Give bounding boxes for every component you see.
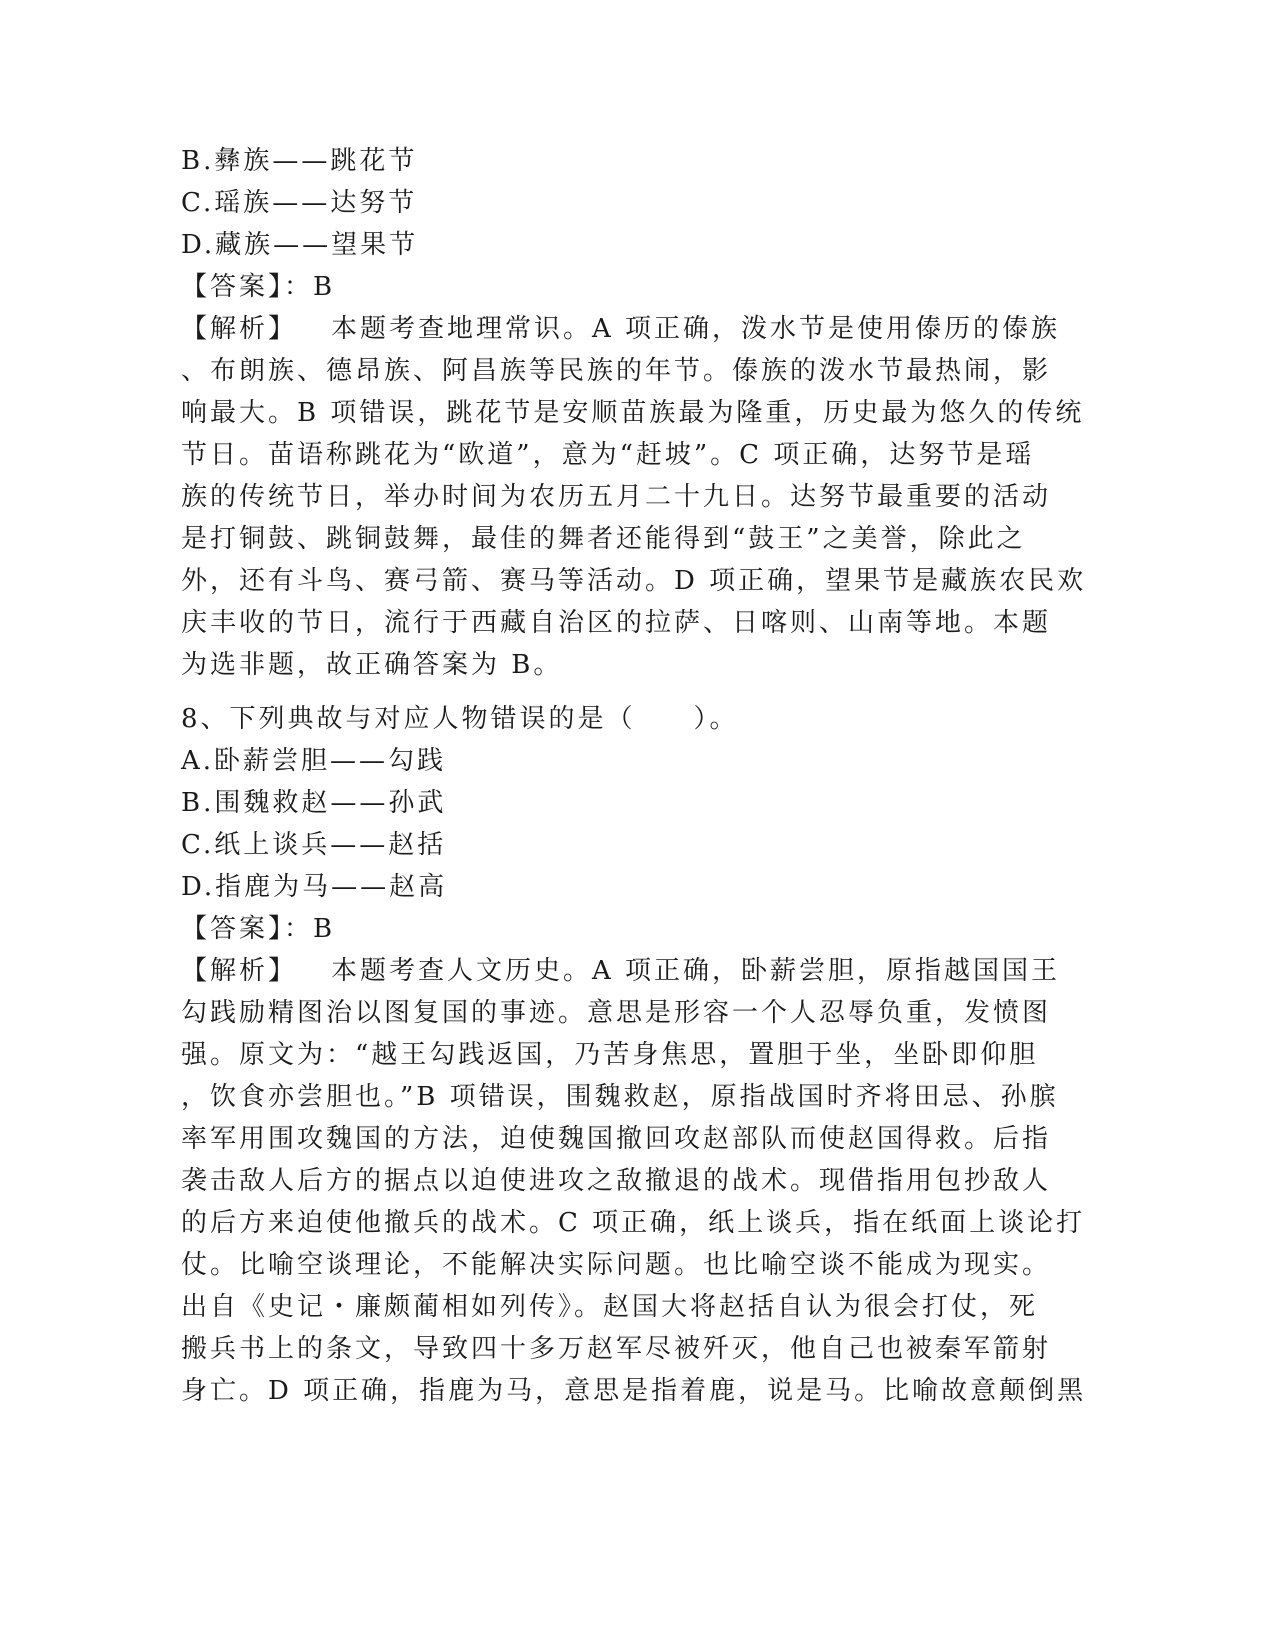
q8-analysis-line — [181, 950, 1081, 992]
q8-answer: 【答案】：B — [181, 914, 336, 944]
q7-analysis-line: 是打铜鼓、跳铜鼓舞，最佳的舞者还能得到“鼓王”之美誉，除此之 — [181, 524, 1026, 554]
q8-analysis-line: 的后方来迫使他撤兵的战术。C 项正确，纸上谈兵，指在纸面上谈论打 — [181, 1208, 1086, 1238]
q8-question: 8、下列典故与对应人物错误的是（ ）。 — [181, 704, 739, 734]
q7-answer: 【答案】：B — [181, 272, 336, 302]
q7-analysis-label: 【解析】 — [181, 314, 298, 344]
q8-analysis-line: 出自《史记・廉颇蔺相如列传》。赵国大将赵括自认为很会打仗，死 — [181, 1292, 1039, 1322]
q8-analysis-line: 仗。比喻空谈理论，不能解决实际问题。也比喻空谈不能成为现实。 — [181, 1250, 1052, 1280]
q7-analysis-line: 响最大。B 项错误，跳花节是安顺苗族最为隆重，历史最为悠久的传统 — [181, 398, 1085, 428]
q7-analysis-line: 为选非题，故正确答案为 B。 — [181, 650, 563, 680]
q7-option-c: C.瑶族——达努节 — [181, 188, 418, 218]
q7-analysis-line: 外，还有斗鸟、赛弓箭、赛马等活动。D 项正确，望果节是藏族农民欢 — [181, 566, 1087, 596]
q7-option-d: D.藏族——望果节 — [181, 230, 419, 260]
q8-analysis-line: 率军用围攻魏国的方法，迫使魏国撤回攻赵部队而使赵国得救。后指 — [181, 1124, 1052, 1154]
q8-analysis-line: 搬兵书上的条文，导致四十多万赵军尽被歼灭，他自己也被秦军箭射 — [181, 1334, 1052, 1364]
q8-option-a: A.卧薪尝胆——勾践 — [181, 746, 447, 776]
q8-analysis-label: 【解析】 — [181, 956, 298, 986]
q8-analysis-line: 强。原文为：“越王勾践返国，乃苦身焦思，置胆于坐，坐卧即仰胆 — [181, 1040, 1039, 1070]
q8-analysis-line: 勾践励精图治以图复国的事迹。意思是形容一个人忍辱负重，发愤图 — [181, 998, 1052, 1028]
q7-analysis-line: 庆丰收的节日，流行于西藏自治区的拉萨、日喀则、山南等地。本题 — [181, 608, 1052, 638]
q8-analysis-line: ，饮食亦尝胆也。”B 项错误，围魏救赵，原指战国时齐将田忌、孙膑 — [181, 1082, 1059, 1112]
q7-analysis-line: 节日。苗语称跳花为“欧道”，意为“赶坡”。C 项正确，达努节是瑶 — [181, 440, 1035, 470]
q8-analysis-line: 袭击敌人后方的据点以迫使进攻之敌撤退的战术。现借指用包抄敌人 — [181, 1166, 1052, 1196]
q8-analysis-line: 身亡。D 项正确，指鹿为马，意思是指着鹿，说是马。比喻故意颠倒黑 — [181, 1376, 1087, 1406]
q8-option-d: D.指鹿为马——赵高 — [181, 872, 448, 902]
q7-analysis-line: 族的传统节日，举办时间为农历五月二十九日。达努节最重要的活动 — [181, 482, 1052, 512]
q7-option-b: B.彝族——跳花节 — [181, 146, 418, 176]
q7-analysis-line: 、布朗族、德昂族、阿昌族等民族的年节。傣族的泼水节最热闹，影 — [181, 356, 1052, 386]
q7-analysis-line — [181, 308, 1081, 350]
q8-option-b: B.围魏救赵——孙武 — [181, 788, 447, 818]
q8-option-c: C.纸上谈兵——赵括 — [181, 830, 447, 860]
q7-analysis-text: 本题考查地理常识。A 项正确，泼水节是使用傣历的傣族 — [331, 314, 1061, 344]
q8-analysis-text: 本题考查人文历史。A 项正确，卧薪尝胆，原指越国国王 — [331, 956, 1061, 986]
